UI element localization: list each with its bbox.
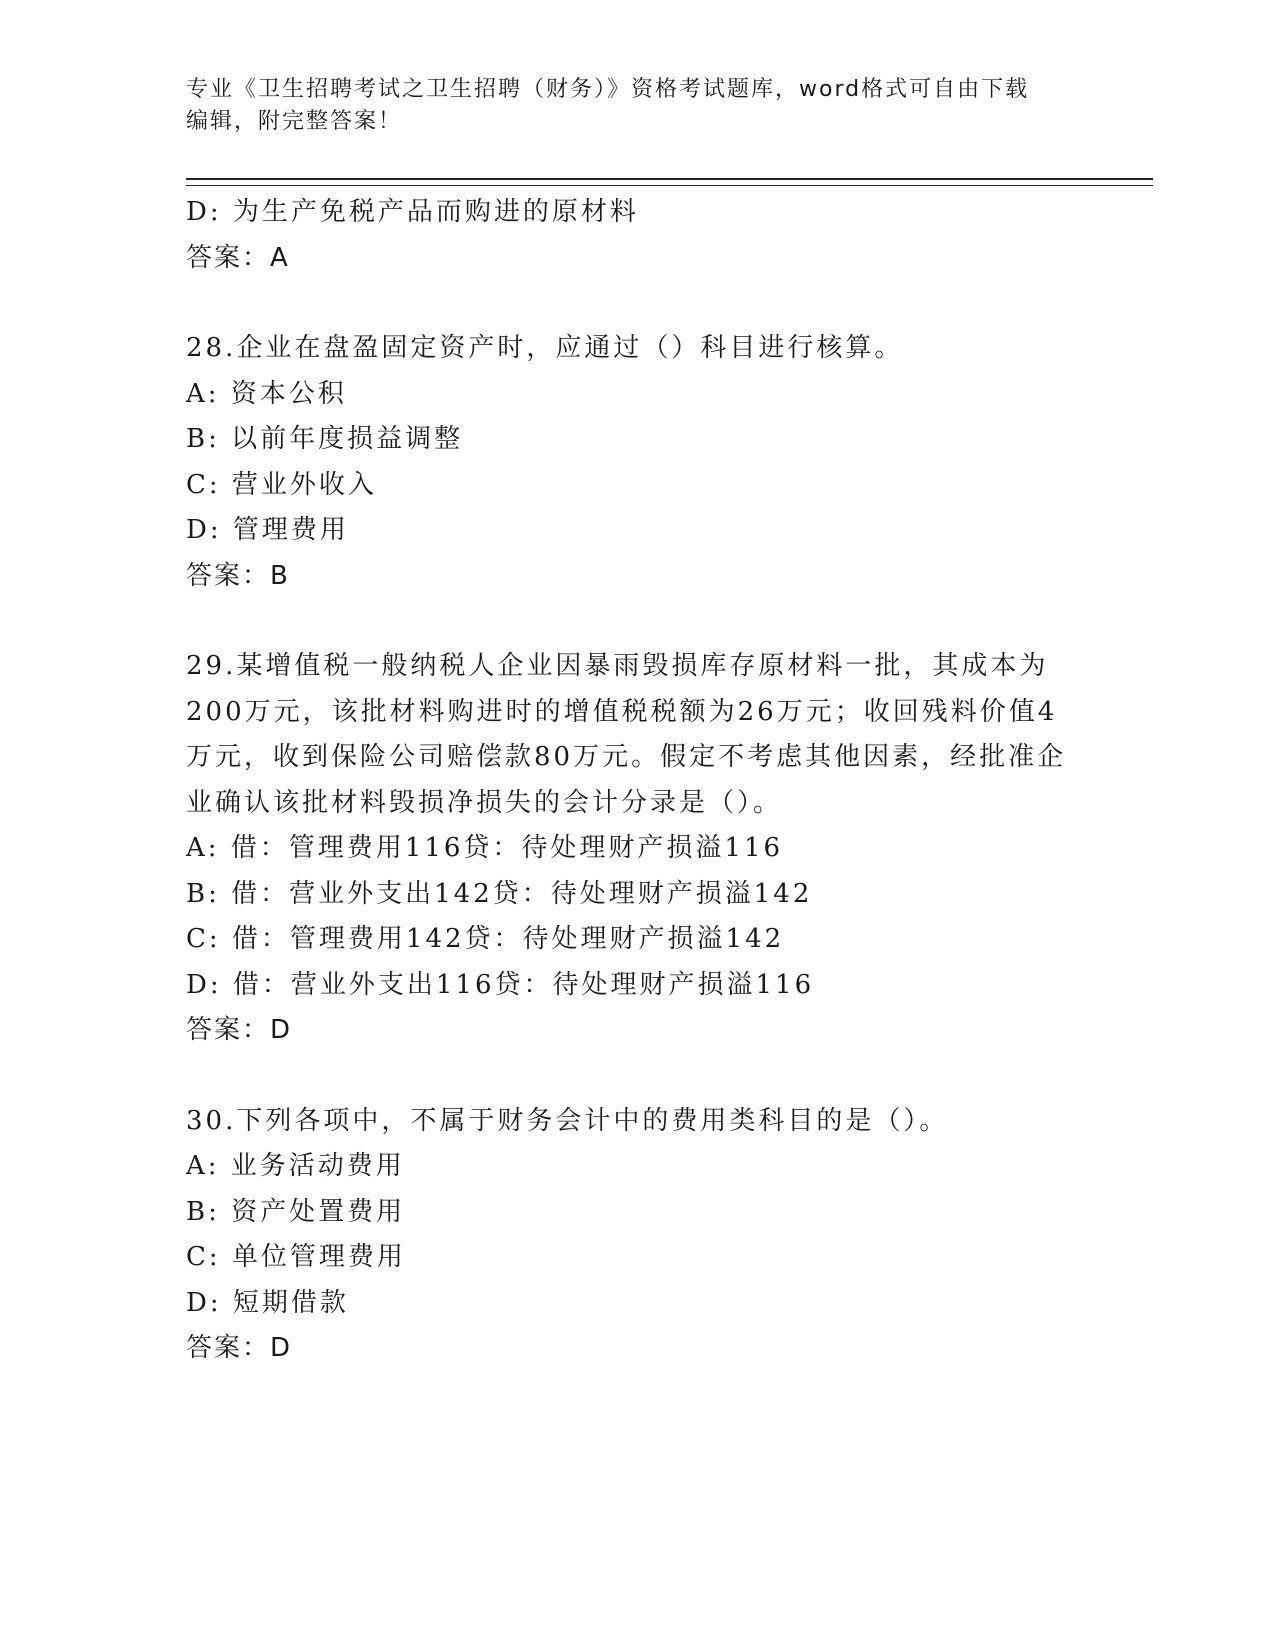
option-a: A: 借：管理费用116贷：待处理财产损溢116 <box>186 833 784 863</box>
option-a: A: 资本公积 <box>186 378 347 409</box>
question-28 <box>186 326 1086 599</box>
question-stem-line-2: 200万元，该批材料购进时的增值税税额为26万元；收回残料价值4 <box>186 696 1058 727</box>
spacer <box>186 599 1086 644</box>
option-b: B: 借：营业外支出142贷：待处理财产损溢142 <box>186 878 813 909</box>
option-b: B: 资产处置费用 <box>186 1196 406 1227</box>
answer-line: 答案：D <box>186 1015 293 1045</box>
option-d: D: 借：营业外支出116贷：待处理财产损溢116 <box>186 969 815 1000</box>
question-stem: 30.下列各项中，不属于财务会计中的费用类科目的是（）。 <box>186 1105 949 1136</box>
option-d: D: 管理费用 <box>186 515 349 545</box>
header-line-2: 编辑，附完整答案！ <box>186 109 403 134</box>
option-c: C: 单位管理费用 <box>186 1242 406 1272</box>
answer-line: 答案：D <box>186 1333 293 1363</box>
option-b: B: 以前年度损益调整 <box>186 424 464 454</box>
question-30 <box>186 1099 1086 1372</box>
document-body <box>186 190 1086 1372</box>
question-stem-line-1: 29.某增值税一般纳税人企业因暴雨毁损库存原材料一批，其成本为 <box>186 651 1049 681</box>
question-stem-line-3: 万元，收到保险公司赔偿款80万元。假定不考虑其他因素，经批准企 <box>186 742 1067 772</box>
option-a: A: 业务活动费用 <box>186 1151 405 1181</box>
spacer <box>186 1054 1086 1099</box>
option-d: D: 为生产免税产品而购进的原材料 <box>186 197 639 227</box>
option-c: C: 营业外收入 <box>186 469 377 500</box>
previous-question-tail <box>186 190 1086 281</box>
question-29 <box>186 644 1086 1054</box>
question-stem: 28.企业在盘盈固定资产时，应通过（）科目进行核算。 <box>186 333 904 363</box>
header-line-1: 专业《卫生招聘考试之卫生招聘（财务）》资格考试题库，word格式可自由下载 <box>186 77 1030 102</box>
spacer <box>186 281 1086 326</box>
answer-line: 答案：B <box>186 560 290 591</box>
option-d: D: 短期借款 <box>186 1287 349 1318</box>
question-stem-line-4: 业确认该批材料毁损净损失的会计分录是（）。 <box>186 787 783 818</box>
header-divider <box>186 178 1153 186</box>
page-header <box>186 74 1086 138</box>
answer-line: 答案：A <box>186 242 290 273</box>
option-c: C: 借：管理费用142贷：待处理财产损溢142 <box>186 924 785 954</box>
